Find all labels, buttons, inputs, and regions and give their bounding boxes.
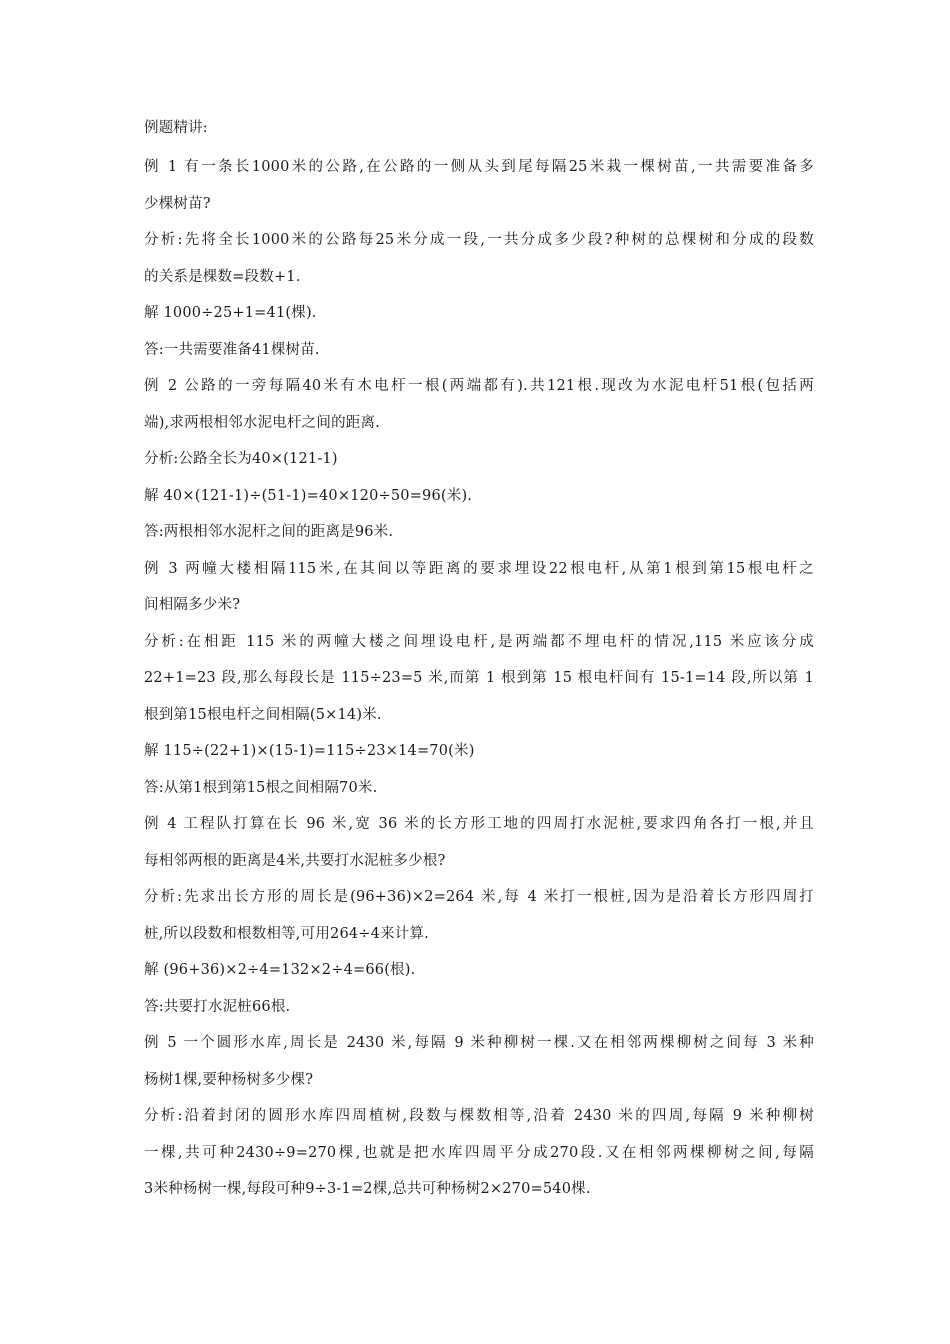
- example-2-question-line-1: 例 2 公路的一旁每隔40米有木电杆一根(两端都有).共121根.现改为水泥电杆51根(包括两: [144, 378, 814, 394]
- example-4-answer: 答:共要打水泥桩66根.: [144, 998, 291, 1015]
- document-body: [144, 118, 814, 1216]
- example-3-question-line-1: 例 3 两幢大楼相隔115米,在其间以等距离的要求埋设22根电杆,从第1根到第15根电杆之: [144, 560, 814, 577]
- example-3-answer: 答:从第1根到第15根之间相隔70米.: [144, 779, 378, 796]
- example-3-question-line-2: 间相隔多少米?: [144, 597, 241, 613]
- example-5-question-line-1: 例 5 一个圆形水库,周长是 2430 米,每隔 9 米种柳树一棵.又在相邻两棵柳树之间每 3 米种: [144, 1035, 814, 1051]
- example-4-question-line-2: 每相邻两根的距离是4米,共要打水泥桩多少根?: [144, 852, 446, 869]
- example-1-solution: 解 1000÷25+1=41(棵).: [144, 305, 317, 321]
- example-1-analysis-line-2: 的关系是棵数=段数+1.: [144, 268, 301, 285]
- example-1-question-line-2: 少棵树苗?: [144, 195, 211, 212]
- example-1-answer: 答:一共需要准备41棵树苗.: [144, 341, 320, 358]
- example-1-question-line-1: 例 1 有一条长1000米的公路,在公路的一侧从头到尾每隔25米栽一棵树苗,一共需要准备多: [144, 159, 814, 175]
- example-4-question-line-1: 例 4 工程队打算在长 96 米,宽 36 米的长方形工地的四周打水泥桩,要求四角各打一根,并且: [144, 816, 814, 832]
- example-3-solution: 解 115÷(22+1)×(15-1)=115÷23×14=70(米): [144, 743, 475, 759]
- section-heading: 例题精讲:: [144, 120, 208, 136]
- example-3-analysis-line-3: 根到第15根电杆之间相隔(5×14)米.: [144, 706, 382, 723]
- example-5-question-line-2: 杨树1棵,要种杨树多少棵?: [144, 1071, 314, 1088]
- example-4-analysis-line-1: 分析:先求出长方形的周长是(96+36)×2=264 米,每 4 米打一根桩,因为是沿着长方形四周打: [144, 889, 814, 905]
- example-2-question-line-2: 端),求两根相邻水泥电杆之间的距离.: [144, 414, 380, 431]
- example-4-solution: 解 (96+36)×2÷4=132×2÷4=66(根).: [144, 962, 416, 978]
- example-5-analysis-line-2: 一棵,共可种2430÷9=270棵,也就是把水库四周平分成270段.又在相邻两棵柳树之间,每隔: [144, 1144, 814, 1161]
- example-2-answer: 答:两根相邻水泥杆之间的距离是96米.: [144, 524, 394, 540]
- example-2-solution: 解 40×(121-1)÷(51-1)=40×120÷50=96(米).: [144, 487, 473, 504]
- example-3-analysis-line-2: 22+1=23 段,那么每段长是 115÷23=5 米,而第 1 根到第 15 根电杆间有 15-1=14 段,所以第 1: [144, 670, 814, 686]
- example-1-analysis-line-1: 分析:先将全长1000米的公路每25米分成一段,一共分成多少段?种树的总棵树和分成的段数: [144, 232, 814, 248]
- example-5-analysis-line-3: 3米种杨树一棵,每段可种9÷3-1=2棵,总共可种杨树2×270=540棵.: [144, 1181, 591, 1197]
- example-4-analysis-line-2: 桩,所以段数和根数相等,可用264÷4来计算.: [144, 925, 429, 942]
- example-3-analysis-line-1: 分析:在相距 115 米的两幢大楼之间埋设电杆,是两端都不埋电杆的情况,115 米应该分成: [144, 633, 814, 650]
- example-5-analysis-line-1: 分析:沿着封闭的圆形水库四周植树,段数与棵数相等,沿着 2430 米的四周,每隔 9 米种柳树: [144, 1108, 814, 1124]
- example-2-analysis: 分析:公路全长为40×(121-1): [144, 451, 338, 467]
